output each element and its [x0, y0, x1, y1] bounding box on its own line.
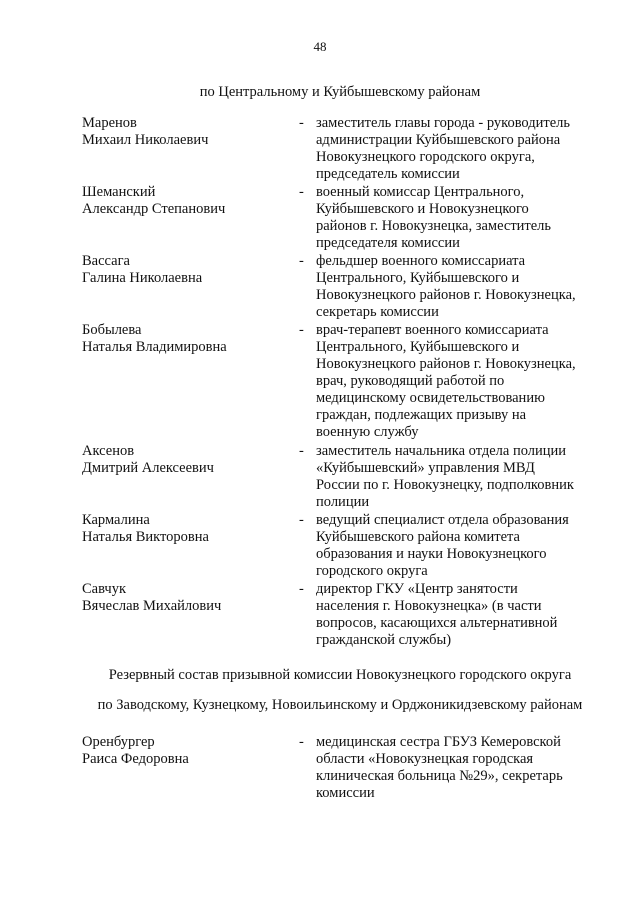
role-line: городского округа: [316, 563, 428, 579]
role-line: «Куйбышевский» управления МВД: [316, 460, 535, 476]
member-role: [316, 322, 616, 441]
role-line: гражданской службы): [316, 632, 452, 648]
member-name: [82, 512, 282, 546]
member-given-names: Наталья Владимировна: [82, 339, 227, 355]
member-surname: Маренов: [82, 115, 137, 131]
role-line: населения г. Новокузнецка» (в части: [316, 598, 542, 614]
role-line: Куйбышевского и Новокузнецкого: [316, 201, 529, 217]
separator-dash: -: [299, 322, 304, 338]
member-surname: Савчук: [82, 581, 126, 597]
role-line: Новокузнецкого городского округа,: [316, 149, 535, 165]
role-line: Куйбышевского района комитета: [316, 529, 520, 545]
role-line: области «Новокузнецкая городская: [316, 751, 534, 767]
role-line: полиции: [316, 494, 370, 510]
section-heading-central: по Центральному и Куйбышевскому районам: [199, 84, 481, 100]
member-surname: Кармалина: [82, 512, 150, 528]
role-line: Центрального, Куйбышевского и: [316, 270, 520, 286]
member-given-names: Дмитрий Алексеевич: [82, 460, 214, 476]
member-surname: Шеманский: [82, 184, 156, 200]
role-line: врач, руководящий работой по: [316, 373, 505, 389]
member-surname: Аксенов: [82, 443, 135, 459]
member-surname: Вассага: [82, 253, 130, 269]
member-role: [316, 443, 616, 511]
role-line: районов г. Новокузнецка, заместитель: [316, 218, 552, 234]
member-given-names: Галина Николаевна: [82, 270, 203, 286]
member-given-names: Наталья Викторовна: [82, 529, 209, 545]
role-line: директор ГКУ «Центр занятости: [316, 581, 518, 597]
member-role: [316, 184, 616, 252]
role-line: фельдшер военного комиссариата: [316, 253, 526, 269]
role-line: комиссии: [316, 785, 375, 801]
role-line: врач-терапевт военного комиссариата: [316, 322, 549, 338]
separator-dash: -: [299, 253, 304, 269]
role-line: медицинскому освидетельствованию: [316, 390, 545, 406]
member-surname: Бобылева: [82, 322, 142, 338]
page-number: 48: [313, 39, 327, 54]
role-line: Новокузнецкого районов г. Новокузнецка,: [316, 356, 576, 372]
section-heading-zavodskoy: по Заводскому, Кузнецкому, Новоильинскому и Орджоникидзевскому районам: [97, 697, 583, 713]
role-line: заместитель главы города - руководитель: [316, 115, 571, 131]
member-role: [316, 734, 616, 802]
role-line: секретарь комиссии: [316, 304, 439, 320]
member-name: [82, 184, 282, 218]
member-given-names: Вячеслав Михайлович: [82, 598, 222, 614]
separator-dash: -: [299, 512, 304, 528]
separator-dash: -: [299, 581, 304, 597]
member-name: [82, 443, 282, 477]
role-line: ведущий специалист отдела образования: [316, 512, 569, 528]
member-given-names: Александр Степанович: [82, 201, 226, 217]
separator-dash: -: [299, 443, 304, 459]
role-line: заместитель начальника отдела полиции: [316, 443, 567, 459]
member-given-names: Михаил Николаевич: [82, 132, 209, 148]
role-line: граждан, подлежащих призыву на: [316, 407, 527, 423]
member-surname: Оренбургер: [82, 734, 155, 750]
role-line: вопросов, касающихся альтернативной: [316, 615, 558, 631]
role-line: военную службу: [316, 424, 419, 440]
role-line: председатель комиссии: [316, 166, 460, 182]
member-role: [316, 581, 616, 649]
reserve-composition-heading: Резервный состав призывной комиссии Новокузнецкого городского округа: [108, 667, 572, 683]
member-name: [82, 322, 282, 356]
member-role: [316, 512, 616, 580]
separator-dash: -: [299, 184, 304, 200]
separator-dash: -: [299, 734, 304, 750]
role-line: Новокузнецкого районов г. Новокузнецка,: [316, 287, 576, 303]
separator-dash: -: [299, 115, 304, 131]
role-line: военный комиссар Центрального,: [316, 184, 525, 200]
role-line: председателя комиссии: [316, 235, 460, 251]
member-role: [316, 253, 616, 321]
role-line: России по г. Новокузнецку, подполковник: [316, 477, 574, 493]
member-name: [82, 115, 282, 149]
role-line: Центрального, Куйбышевского и: [316, 339, 520, 355]
member-name: [82, 253, 282, 287]
role-line: образования и науки Новокузнецкого: [316, 546, 547, 562]
member-name: [82, 734, 282, 768]
member-given-names: Раиса Федоровна: [82, 751, 189, 767]
role-line: клиническая больница №29», секретарь: [316, 768, 563, 784]
role-line: медицинская сестра ГБУЗ Кемеровской: [316, 734, 561, 750]
member-role: [316, 115, 616, 183]
role-line: администрации Куйбышевского района: [316, 132, 561, 148]
member-name: [82, 581, 282, 615]
